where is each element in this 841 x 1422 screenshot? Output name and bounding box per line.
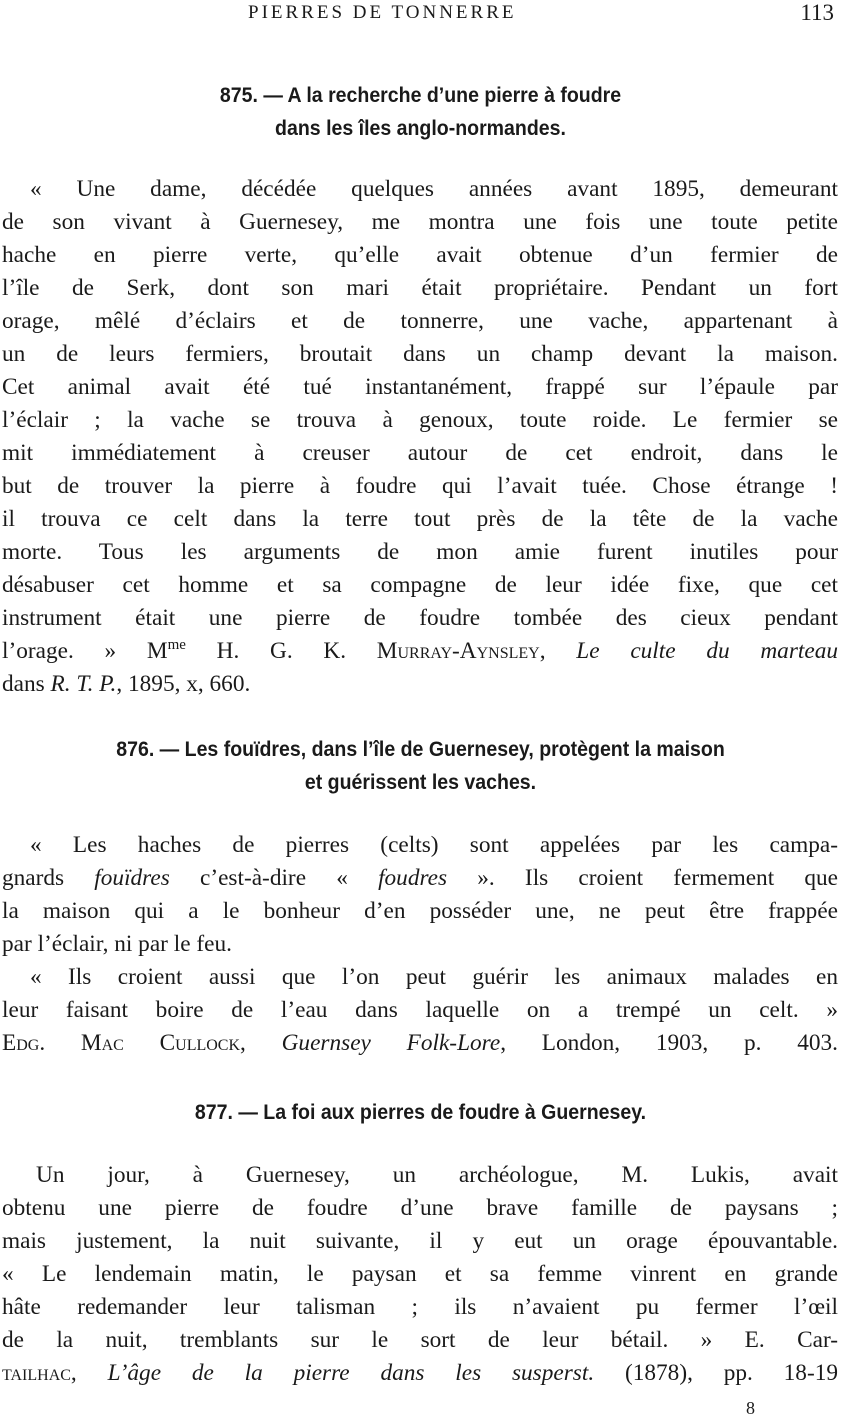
running-title: PIERRES DE TONNERRE bbox=[248, 2, 517, 23]
citation-line bbox=[2, 635, 838, 668]
signature-mark: 8 bbox=[746, 1398, 755, 1418]
text-line: Un jour, à Guernesey, un archéologue, M. Lukis, avait bbox=[36, 1162, 838, 1188]
page-number: 113 bbox=[800, 0, 834, 25]
text-line: il trouva ce celt dans la terre tout près de la tête de la vache bbox=[2, 506, 838, 532]
section-876-text bbox=[2, 829, 838, 1060]
text-line: un de leurs fermiers, broutait dans un champ devant la maison. bbox=[2, 341, 838, 367]
citation-line bbox=[2, 668, 838, 701]
citation-text: , London, 1903, p. 403. bbox=[500, 1030, 838, 1056]
text-line: « Ils croient aussi que l’on peut guérir les animaux malades en bbox=[30, 964, 838, 990]
text-line: par l’éclair, ni par le feu. bbox=[2, 931, 232, 957]
section-877-text bbox=[2, 1159, 838, 1390]
citation-work: Le culte du marteau bbox=[576, 638, 838, 664]
text-line: leur faisant boire de l’eau dans laquelle on a trempé un celt. » bbox=[2, 997, 838, 1023]
citation-work: Guernsey Folk-Lore bbox=[281, 1030, 501, 1056]
text-line: la maison qui a le bonheur d’en posséder une, ne peut être frappée bbox=[2, 898, 838, 924]
text-line: « Le lendemain matin, le paysan et sa femme vinrent en grande bbox=[2, 1261, 838, 1287]
citation-superscript: me bbox=[167, 637, 186, 654]
text-line: désabuser cet homme et sa compagne de leur idée fixe, que cet bbox=[2, 572, 838, 598]
text-line: obtenu une pierre de foudre d’une brave famille de paysans ; bbox=[2, 1195, 838, 1221]
text-fragment: gnards bbox=[2, 865, 95, 891]
section-875-text bbox=[2, 173, 838, 701]
text-line: l’île de Serk, dont son mari était propriétaire. Pendant un fort bbox=[2, 275, 838, 301]
section-877-heading bbox=[29, 1096, 811, 1129]
citation-line bbox=[2, 1357, 838, 1390]
citation-author: Edg. Mac Cullock, bbox=[2, 1030, 282, 1056]
citation-text: , 1895, x, 660. bbox=[116, 671, 251, 697]
text-line bbox=[2, 862, 838, 895]
running-head bbox=[0, 0, 841, 30]
citation-author: H. G. K. Murray-Aynsley, bbox=[185, 638, 577, 664]
citation-text: l’orage. » M bbox=[2, 638, 168, 664]
citation-line bbox=[2, 1027, 838, 1060]
citation-author: tailhac, bbox=[2, 1360, 108, 1386]
text-line: de la nuit, tremblants sur le sort de leur bétail. » E. Car- bbox=[2, 1327, 838, 1353]
text-line: morte. Tous les arguments de mon amie furent inutiles pour bbox=[2, 539, 838, 565]
text-line: hâte redemander leur talisman ; ils n’avaient pu fermer l’œil bbox=[2, 1294, 838, 1320]
text-line: l’éclair ; la vache se trouva à genoux, toute roide. Le fermier se bbox=[2, 407, 838, 433]
text-line: hache en pierre verte, qu’elle avait obtenue d’un fermier de bbox=[2, 242, 838, 268]
heading-line: et guérissent les vaches. bbox=[304, 771, 537, 794]
italic-term: fouïdres bbox=[94, 865, 170, 891]
section-876-heading bbox=[29, 733, 811, 799]
text-line: mais justement, la nuit suivante, il y eut un orage épouvantable. bbox=[2, 1228, 838, 1254]
text-line: orage, mêlé d’éclairs et de tonnerre, une vache, appartenant à bbox=[2, 308, 838, 334]
text-line: but de trouver la pierre à foudre qui l’avait tuée. Chose étrange ! bbox=[2, 473, 838, 499]
citation-journal: R. T. P. bbox=[50, 671, 117, 697]
text-line: Cet animal avait été tué instantanément, frappé sur l’épaule par bbox=[2, 374, 838, 400]
text-line: mit immédiatement à creuser autour de cet endroit, dans le bbox=[2, 440, 838, 466]
section-875-heading bbox=[29, 79, 811, 145]
citation-text: (1878), pp. 18-19 bbox=[594, 1360, 838, 1386]
citation-text: dans bbox=[2, 671, 51, 697]
text-line: de son vivant à Guernesey, me montra une fois une toute petite bbox=[2, 209, 838, 235]
heading-line: dans les îles anglo-normandes. bbox=[275, 117, 566, 140]
heading-line: 877. — La foi aux pierres de foudre à Guernesey. bbox=[194, 1101, 647, 1124]
text-line: « Une dame, décédée quelques années avant 1895, demeurant bbox=[30, 176, 838, 202]
heading-line: 876. — Les fouïdres, dans l’île de Guernesey, protègent la maison bbox=[116, 738, 725, 761]
text-fragment: ». Ils croient fermement que bbox=[447, 865, 838, 891]
text-line: instrument était une pierre de foudre tombée des cieux pendant bbox=[2, 605, 838, 631]
italic-term: foudres bbox=[378, 865, 448, 891]
heading-line: 875. — A la recherche d’une pierre à foudre bbox=[219, 84, 622, 107]
text-line: « Les haches de pierres (celts) sont appelées par les campa- bbox=[30, 832, 838, 858]
citation-work: L’âge de la pierre dans les susperst. bbox=[107, 1360, 595, 1386]
text-fragment: c’est-à-dire « bbox=[169, 865, 379, 891]
